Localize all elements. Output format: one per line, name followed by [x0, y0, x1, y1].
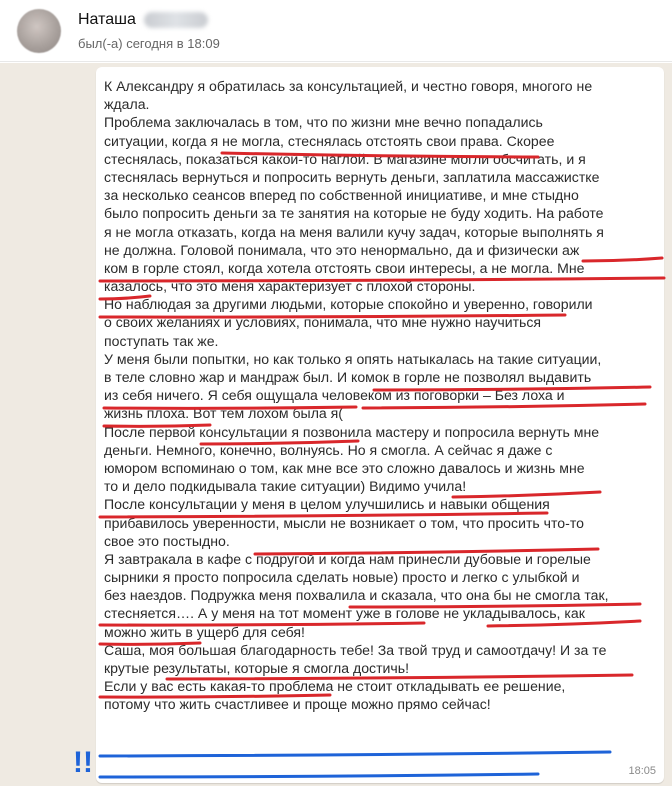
- message-line: Я завтракала в кафе с подругой и когда нам принесли дубовые и горелые: [104, 550, 591, 567]
- message-line: ком в горле стоял, когда хотела отстоять свои интересы, а не могла. Мне: [104, 259, 585, 276]
- message-line: за несколько сеансов вперед по собственной инициативе, и мне стыдно: [104, 187, 579, 204]
- message-line: не должна. Головой понимала, что это ненормально, да и физически аж: [104, 241, 580, 258]
- last-seen-status: был(-а) сегодня в 18:09: [78, 36, 220, 51]
- contact-name-row[interactable]: [78, 9, 208, 31]
- message-line: было попросить деньги за те занятия на которые не буду ходить. На работе: [104, 205, 604, 222]
- message-line: После консультации у меня в целом улучшились и навыки общения: [104, 496, 550, 513]
- message-bubble[interactable]: [96, 67, 664, 783]
- message-line: Но наблюдая за другими людьми, которые спокойно и уверенно, говорили: [104, 296, 593, 313]
- message-time: 18:05: [628, 765, 656, 777]
- message-line: Саша, моя большая благодарность тебе! За твой труд и самоотдачу! И за те: [104, 641, 607, 658]
- blurred-surname: [144, 12, 208, 28]
- message-line: крутые результаты, которые я смогла достичь!: [104, 660, 410, 676]
- contact-name: Наташа: [78, 11, 136, 28]
- message-line: из себя ничего. Я себя ощущала человеком из поговорки – Без лоха и: [104, 387, 565, 404]
- exclamation-marks: !!: [73, 746, 93, 779]
- message-line: ситуации, когда я не могла, стеснялась отстоять свои права. Скорее: [104, 132, 555, 149]
- message-line: сырники я просто попросила сделать новые) просто и легко с улыбкой и: [104, 569, 580, 586]
- message-line: без наездов. Подружка меня похвалила и сказала, что она бы не смогла так,: [104, 587, 609, 604]
- chat-header: [0, 0, 672, 62]
- message-line: стесняется…. А у меня на тот момент уже в голове не укладывалось, как: [104, 605, 585, 622]
- message-line: стеснялась вернуться и попросить вернуть деньги, заплатила массажистке: [104, 168, 600, 185]
- message-line: казалось, что это меня характеризует с плохой стороны.: [104, 278, 476, 295]
- message-line: свое это постыдно.: [104, 532, 230, 549]
- message-line: жизнь плоха. Вот тем лохом была я(: [104, 405, 343, 422]
- message-line: в теле словно жар и мандраж был. И комок в горле не позволял выдавить: [104, 369, 592, 385]
- message-line: После первой консультации я позвонила мастеру и попросила вернуть мне: [104, 423, 600, 440]
- message-line: стеснялась, показаться какой-то наглой. В магазине могли обсчитать, и я: [104, 150, 586, 167]
- message-line: о своих желаниях и условиях, понимала, что мне нужно научиться: [104, 314, 542, 331]
- message-line: я не могла отказать, когда на меня валили кучу задач, которые выполнять я: [104, 223, 604, 240]
- message-line: юмором вспоминаю о том, как мне все это сложно давалось и жизнь мне: [104, 459, 585, 476]
- message-line: прибавилось уверенности, мысли не возникает о том, что просить что-то: [104, 514, 584, 531]
- message-line: К Александру я обратилась за консультацией, и честно говоря, многого не: [104, 78, 593, 94]
- message-line: потому что жить счастливее и проще можно прямо сейчас!: [104, 696, 491, 713]
- message-line: деньги. Немного, конечно, волнуясь. Но я смогла. А сейчас я даже с: [104, 441, 553, 458]
- message-line: поступать так же.: [104, 332, 219, 349]
- message-line: можно жить в ущерб для себя!: [104, 623, 305, 640]
- message-line: Если у вас есть какая-то проблема не стоит откладывать ее решение,: [104, 678, 566, 695]
- message-text: [104, 77, 656, 714]
- message-line: то и дело подкидывала такие ситуации) Видимо учила!: [104, 478, 467, 495]
- message-line: Проблема заключалась в том, что по жизни мне вечно попадались: [104, 114, 543, 131]
- message-line: ждала.: [104, 96, 150, 113]
- avatar[interactable]: [17, 9, 61, 53]
- message-line: У меня были попытки, но как только я опять натыкалась на такие ситуации,: [104, 350, 602, 367]
